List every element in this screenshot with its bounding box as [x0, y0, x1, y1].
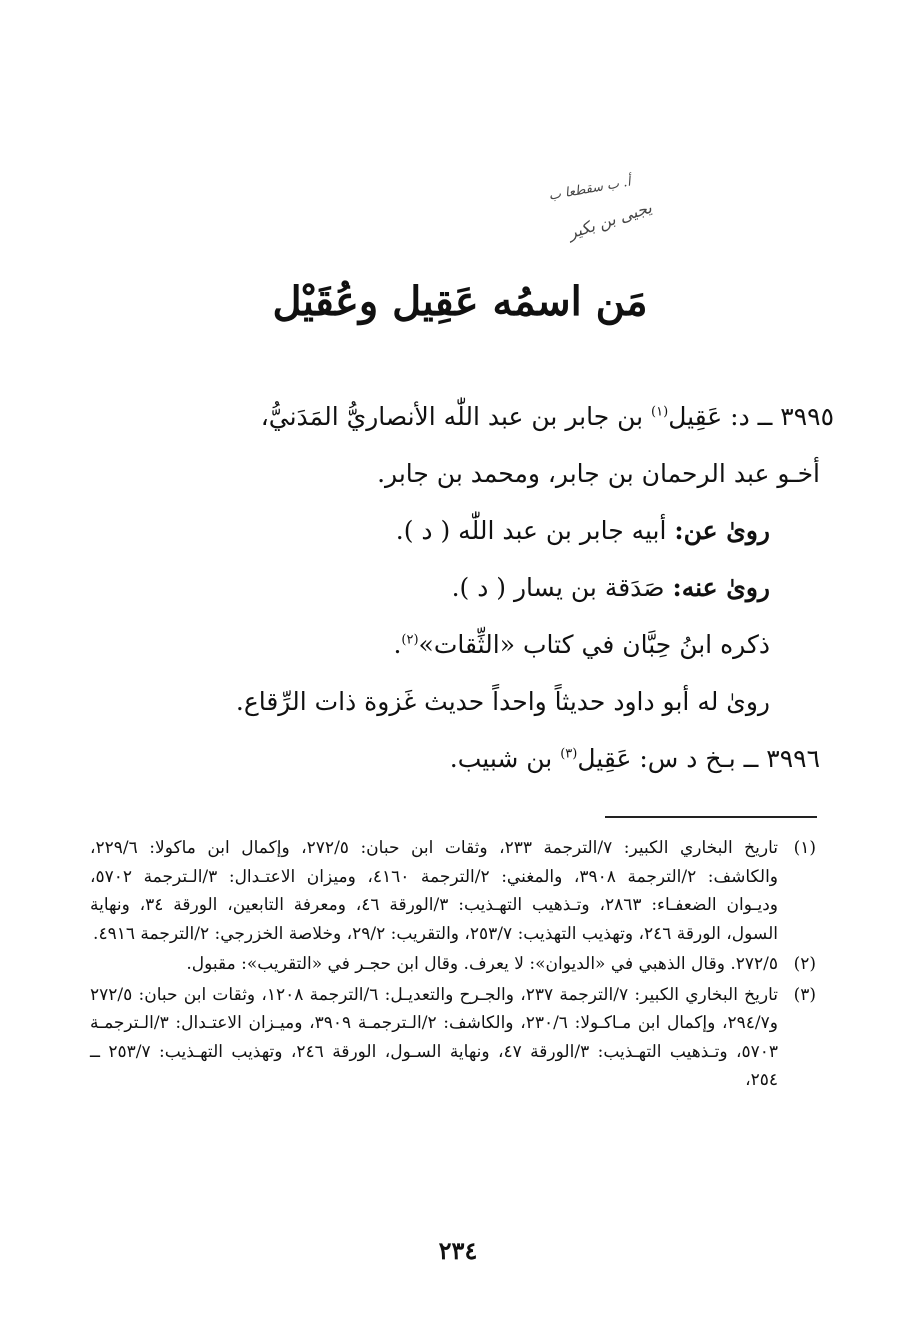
entry-3995-narrated-from: [100, 502, 820, 559]
narrated-by-label: روىٰ عنه:: [672, 573, 770, 602]
entry-3995-line2: أخـو عبد الرحمان بن جابر، ومحمد بن جابر.: [377, 459, 820, 488]
footnote-text: ٢٧٢/٥. وقال الذهبي في «الديوان»: لا يعرف. وقال ابن حجـر في «التقريب»: مقبول.: [186, 954, 778, 974]
narrated-from-label: روىٰ عن:: [674, 516, 770, 545]
narrated-by-text: صَدَقة بن يسار ( د ).: [451, 573, 673, 602]
page-number: ٢٣٤: [438, 1236, 478, 1265]
section-title: مَن اسمُه عَقِيل وعُقَيْل: [272, 278, 648, 325]
footnote-ref-3: (٣): [560, 746, 578, 762]
footnote-number: (١): [793, 838, 816, 858]
footnote-divider: [605, 816, 817, 818]
footnote-text: تاريخ البخاري الكبير: ٧/الترجمة ٢٣٣، وثقات ابن حبان: ٢٧٢/٥، وإكمال ابن ماكولا: ٢٢٩/٦، والكاشف: ٢/الترجمة ٣٩٠٨، والمغني: ٢/الترجمة ٤١٦٠، وميزان الاعتـدال: ٣/الـترجمة ٥٧٠٢، وديـوان الضعفـاء: ٢٨٦٣، وتـذهيب التهـذيب: ٣/الورقة ٤٦، ومعرفة التابعين، الورقة ٣٤، ونهاية السول، الورقة ٢٤٦، وتهذيب التهذيب: ٢٥٣/٧، والتقريب: ٢٩/٢، وخلاصة الخزرجي: ٢/الترجمة ٤٩١٦.: [90, 838, 779, 944]
entry-3996-name: بن شبيب.: [449, 744, 561, 773]
handwritten-note-bottom: يجيى بن بكير: [565, 197, 655, 243]
entry-3995-abu-dawud: روىٰ له أبو داود حديثاً واحداً حديث غَزوة ذات الرِّقاع.: [235, 687, 770, 716]
entry-3995-head: ٣٩٩٥ ــ د: عَقِيل: [668, 402, 834, 431]
footnotes: [90, 834, 816, 1097]
entry-3995-name: بن جابر بن عبد اللّٰه الأنصاريُّ المَدَنيُّ،: [260, 402, 652, 431]
footnote-number: (٢): [793, 954, 816, 974]
footnote-2: [90, 950, 816, 979]
entry-3995-heading: [100, 388, 834, 445]
footnote-number: (٣): [793, 984, 816, 1005]
thiqat-text: ذكره ابنُ حِبَّان في كتاب «الثِّقات»: [418, 630, 770, 659]
narrated-from-text: أبيه جابر بن عبد اللّٰه ( د ).: [395, 516, 675, 545]
entry-3995-thiqat: [100, 616, 820, 673]
footnote-3: [90, 981, 816, 1095]
entry-3996-heading: [100, 730, 820, 787]
main-text: [100, 388, 834, 787]
entry-3996-head: ٣٩٩٦ ــ بـخ د س: عَقِيل: [577, 744, 820, 773]
footnote-text: تاريخ البخاري الكبير: ٧/الترجمة ٢٣٧، والجـرح والتعديـل: ٦/الترجمة ١٢٠٨، وثقات ابن حبان: ٢٧٢/٥ و٢٩٤/٧، وإكمال ابن مـاكـولا: ٢٣٠/٦، والكاشف: ٢/الـترجمـة ٣٩٠٩، وميـزان الاعتـدال: ٣/الـترجمـة ٥٧٠٣، وتـذهيب التهـذيب: ٣/الورقة ٤٧، ونهاية السـول، الورقة ٢٤٦، وتهذيب التهـذيب: ٢٥٣/٧ ــ ٢٥٤،: [90, 984, 778, 1090]
handwritten-note-top: أ. ب سقطعا ب: [547, 174, 632, 204]
entry-3995-narrated-by: [100, 559, 820, 616]
footnote-ref-2: (٢): [401, 632, 419, 648]
thiqat-end: .: [393, 630, 402, 659]
footnote-ref-1: (١): [651, 404, 669, 420]
footnote-1: [90, 834, 816, 948]
